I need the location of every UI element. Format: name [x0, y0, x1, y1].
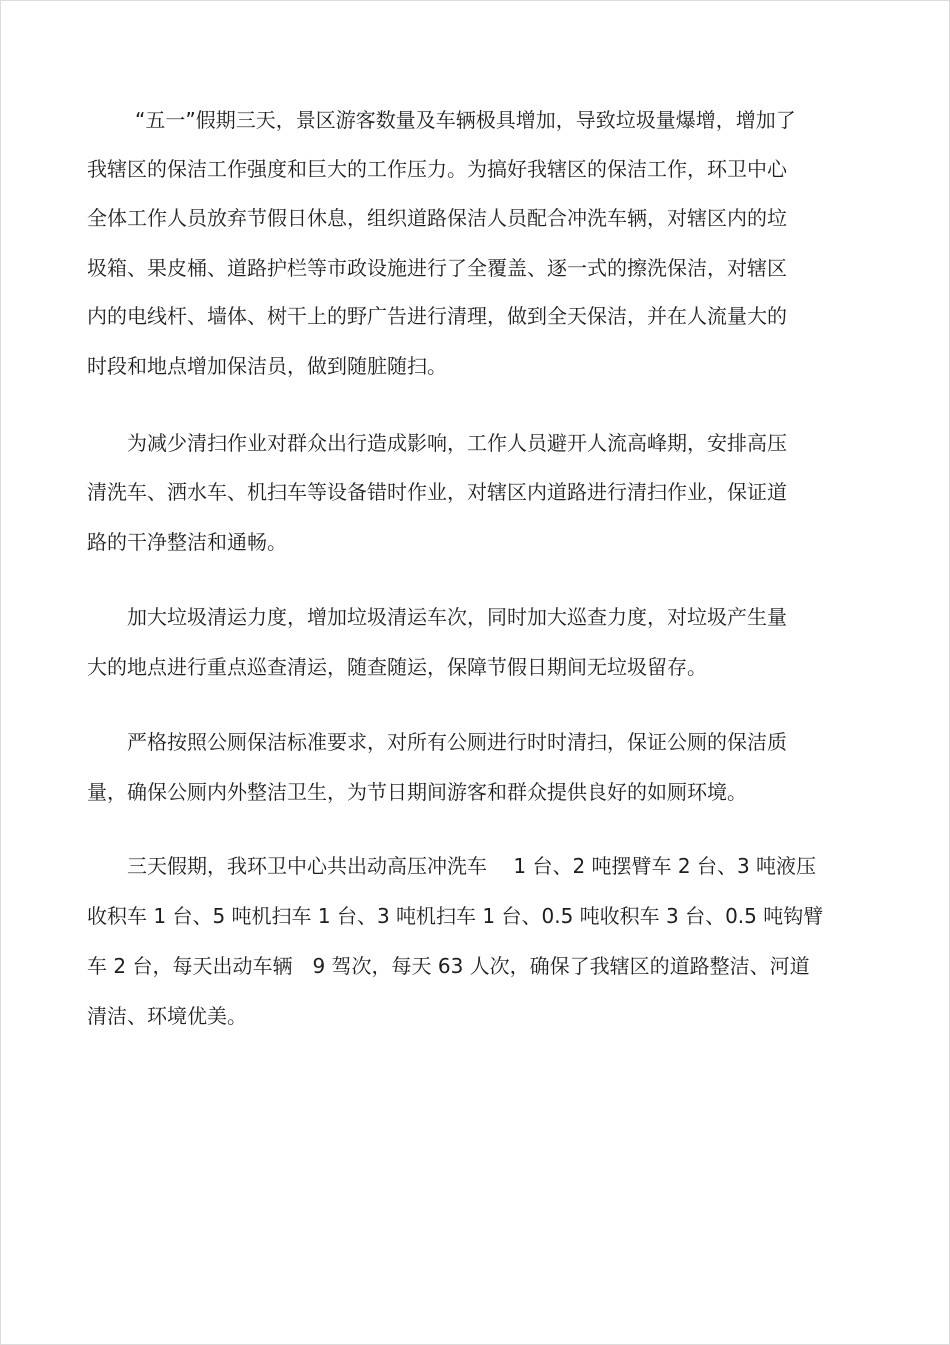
paragraph-line: 内的电线杆、墙体、树干上的野广告进行清理，做到全天保洁，并在人流量大的 — [87, 304, 787, 328]
paragraph-line: 三天假期，我环卫中心共出动高压冲洗车 1 台、2 吨摆臂车 2 台、3 吨液压 — [127, 854, 817, 878]
paragraph-line: “五一”假期三天，景区游客数量及车辆极具增加，导致垃圾量爆增，增加了 — [135, 108, 796, 132]
paragraph-line: 全体工作人员放弃节假日休息，组织道路保洁人员配合冲洗车辆，对辖区内的垃 — [87, 206, 787, 230]
paragraph-line: 清洗车、洒水车、机扫车等设备错时作业，对辖区内道路进行清扫作业，保证道 — [87, 480, 787, 504]
paragraph-line: 我辖区的保洁工作强度和巨大的工作压力。为搞好我辖区的保洁工作，环卫中心 — [87, 157, 787, 181]
paragraph-line: 时段和地点增加保洁员，做到随脏随扫。 — [87, 354, 447, 378]
paragraph-line: 清洁、环境优美。 — [87, 1004, 247, 1028]
paragraph-line: 圾箱、果皮桶、道路护栏等市政设施进行了全覆盖、逐一式的擦洗保洁，对辖区 — [87, 256, 787, 280]
paragraph-line: 为减少清扫作业对群众出行造成影响，工作人员避开人流高峰期，安排高压 — [127, 431, 787, 455]
paragraph-line: 严格按照公厕保洁标准要求，对所有公厕进行时时清扫，保证公厕的保洁质 — [127, 730, 787, 754]
paragraph-line: 加大垃圾清运力度，增加垃圾清运车次，同时加大巡查力度，对垃圾产生量 — [127, 605, 787, 629]
paragraph-line: 收积车 1 台、5 吨机扫车 1 台、3 吨机扫车 1 台、0.5 吨收积车 3 台、0.5 吨钩臂 — [87, 904, 824, 928]
paragraph-line: 量，确保公厕内外整洁卫生，为节日期间游客和群众提供良好的如厕环境。 — [87, 780, 747, 804]
paragraph-line: 大的地点进行重点巡查清运，随查随运，保障节假日期间无垃圾留存。 — [87, 655, 707, 679]
paragraph-line: 路的干净整洁和通畅。 — [87, 530, 287, 554]
paragraph-line: 车 2 台，每天出动车辆 9 驾次，每天 63 人次，确保了我辖区的道路整洁、河道 — [87, 954, 810, 978]
